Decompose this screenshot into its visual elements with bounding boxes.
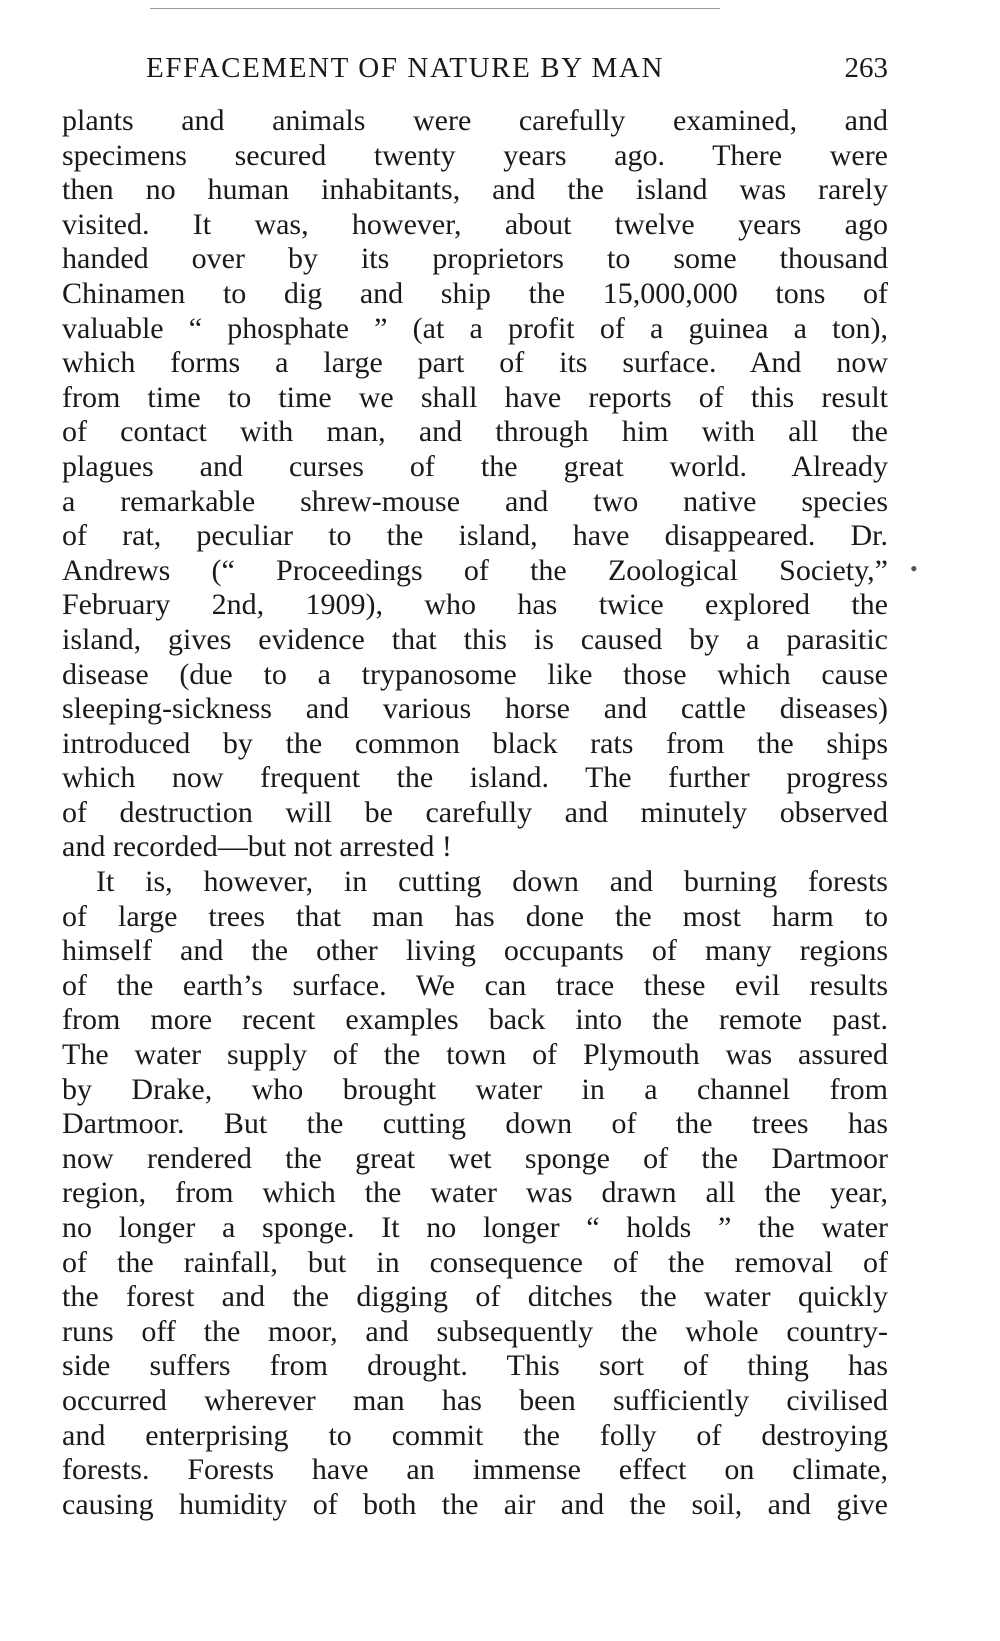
paragraph-1	[62, 104, 888, 865]
margin-mark: •	[910, 556, 918, 581]
text-line: the forest and the digging of ditches the water quickly	[62, 1280, 888, 1314]
text-line: causing humidity of both the air and the soil, and give	[62, 1487, 888, 1521]
text-line: handed over by its proprietors to some thousand	[62, 242, 888, 276]
text-line: plagues and curses of the great world. Already	[62, 449, 888, 483]
text-line: from more recent examples back into the remote past.	[62, 1003, 888, 1037]
text-line: no longer a sponge. It no longer “ holds ” the water	[62, 1211, 888, 1244]
body-text	[62, 104, 888, 1522]
text-line: then no human inhabitants, and the island was rarely	[62, 173, 888, 207]
text-line: island, gives evidence that this is caused by a parasitic	[62, 622, 888, 656]
text-line: plants and animals were carefully examined, and	[62, 104, 888, 137]
text-line: The water supply of the town of Plymouth was assured	[62, 1038, 888, 1072]
text-line: Dartmoor. But the cutting down of the trees has	[62, 1107, 888, 1141]
text-line: a remarkable shrew-mouse and two native species	[62, 484, 888, 518]
text-line: of large trees that man has done the most harm to	[62, 899, 888, 933]
text-line: valuable “ phosphate ” (at a profit of a guinea a ton),	[62, 311, 888, 345]
text-line: which forms a large part of its surface. And now	[62, 346, 888, 380]
text-line: disease (due to a trypanosome like those which cause	[62, 657, 888, 691]
text-line: of destruction will be carefully and minutely observed	[62, 795, 888, 829]
text-line: himself and the other living occupants of many regions	[62, 934, 888, 968]
text-line: visited. It was, however, about twelve years ago	[62, 207, 888, 241]
text-line: specimens secured twenty years ago. There were	[62, 138, 888, 172]
text-line: of the rainfall, but in consequence of the removal of	[62, 1245, 888, 1279]
text-line: of rat, peculiar to the island, have disappeared. Dr.	[62, 519, 888, 553]
text-line: runs off the moor, and subsequently the whole country-	[62, 1314, 888, 1348]
text-line: sleeping-sickness and various horse and cattle diseases)	[62, 692, 888, 726]
text-line: side suffers from drought. This sort of thing has	[62, 1349, 888, 1383]
text-line: introduced by the common black rats from the ships	[62, 726, 888, 760]
text-line: and recorded—but not arrested !	[62, 830, 452, 864]
text-line: February 2nd, 1909), who has twice explored the	[62, 588, 888, 622]
paragraph-2	[62, 865, 888, 1522]
text-line: now rendered the great wet sponge of the Dartmoor	[62, 1141, 888, 1175]
text-line: of contact with man, and through him with all the	[62, 415, 888, 449]
text-line: Chinamen to dig and ship the 15,000,000 tons of	[62, 276, 888, 310]
text-line: forests. Forests have an immense effect on climate,	[62, 1453, 888, 1487]
text-line: It is, however, in cutting down and burning forests	[96, 865, 888, 899]
running-title: EFFACEMENT OF NATURE BY MAN	[146, 52, 664, 84]
text-line: of the earth’s surface. We can trace these evil results	[62, 968, 888, 1002]
text-line: from time to time we shall have reports of this result	[62, 380, 888, 414]
text-line: Andrews (“ Proceedings of the Zoological Society,”	[62, 553, 888, 587]
top-rule	[150, 8, 720, 9]
text-line: occurred wherever man has been sufficiently civilised	[62, 1383, 888, 1417]
text-line: region, from which the water was drawn all the year,	[62, 1176, 888, 1210]
text-line: which now frequent the island. The further progress	[62, 761, 888, 795]
running-head	[62, 52, 888, 92]
text-line: by Drake, who brought water in a channel from	[62, 1072, 888, 1106]
page-number: 263	[844, 52, 888, 84]
text-line: and enterprising to commit the folly of destroying	[62, 1418, 888, 1452]
